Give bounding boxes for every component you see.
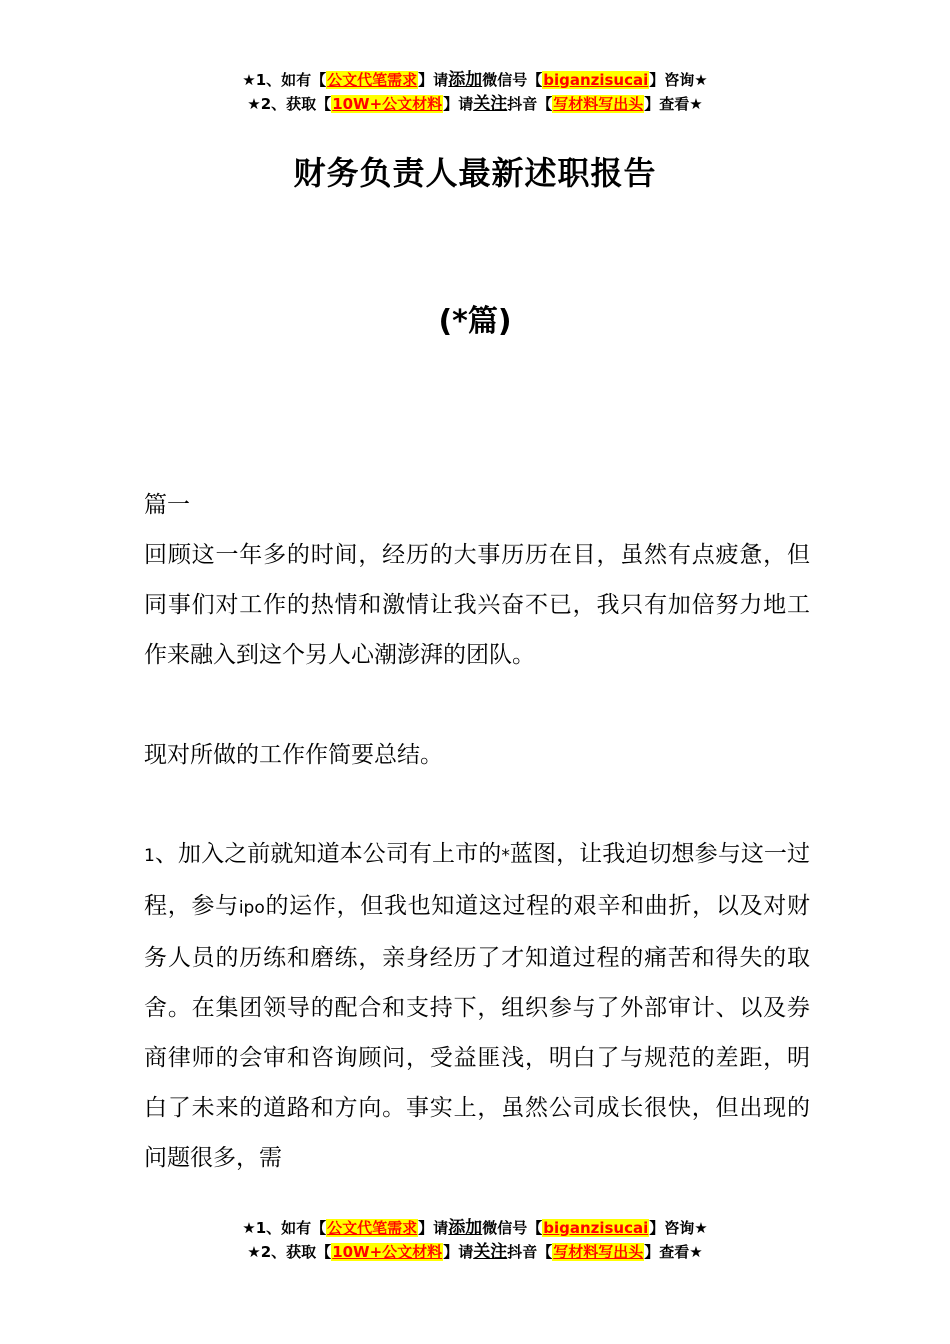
footer-banner [0,1216,950,1264]
banner-text: ★1、如有【 [242,71,327,89]
header-banner [0,68,950,116]
paragraph [144,829,810,1183]
paragraph-text: 蓝图，让我迫切想参与这一过程，参与 [144,841,811,919]
banner-text: 】请 [418,1219,449,1237]
banner-text: 】咨询★ [649,71,708,89]
wechat-id-highlight: biganzisucai [543,1219,649,1237]
banner-text: 】查看★ [644,1243,703,1261]
banner-text: 抖音【 [507,1243,553,1261]
banner-underlined-text: 关注 [473,1242,508,1262]
document-title: 财务负责人最新述职报告 [293,154,657,192]
document-subtitle: (*篇) [438,304,512,339]
banner-text: ★1、如有【 [242,1219,327,1237]
banner-underlined-text: 添加 [448,70,483,90]
paragraph: 现对所做的工作作简要总结。 [144,742,443,768]
banner-line-2 [0,1240,950,1264]
banner-text: 】请 [443,1243,474,1261]
paragraph-text: ipo [238,898,265,918]
banner-text: 】请 [443,95,474,113]
banner-highlight: 10W+公文材料 [332,1243,443,1261]
banner-highlight: 10W+公文材料 [332,95,443,113]
banner-text: 微信号【 [482,1219,543,1237]
banner-line-1 [0,1216,950,1240]
banner-line-2 [0,92,950,116]
list-number: 1 [144,846,155,866]
douyin-id-highlight: 写材料写出头 [553,1243,644,1261]
banner-text: 】咨询★ [649,1219,708,1237]
paragraph-text: 的运作，但我也知道这过程的艰辛和曲折，以及对财务人员的历练和磨练，亲身经历了才知道过程的痛苦和得失的取舍。在集团领导的配合和支持下，组织参与了外部审计、以及券商律师的会审和咨询顾问，受益匪浅，明白了与规范的差距，明白了未来的道路和方向。事实上，虽然公司成长很快，但出现的问题很多，需 [144,893,811,1171]
paragraph-text: * [501,846,510,866]
banner-line-1 [0,68,950,92]
banner-underlined-text: 关注 [473,94,508,114]
banner-text: 抖音【 [507,95,553,113]
banner-underlined-text: 添加 [448,1218,483,1238]
paragraph-text: 、加入之前就知道本公司有上市的 [154,841,502,867]
section-heading: 篇一 [144,492,190,518]
banner-text: ★2、获取【 [247,95,332,113]
banner-highlight: 公文代笔需求 [327,71,418,89]
banner-text: ★2、获取【 [247,1243,332,1261]
banner-text: 】查看★ [644,95,703,113]
banner-text: 微信号【 [482,71,543,89]
banner-text: 】请 [418,71,449,89]
banner-highlight: 公文代笔需求 [327,1219,418,1237]
wechat-id-highlight: biganzisucai [543,71,649,89]
paragraph: 回顾这一年多的时间，经历的大事历历在目，虽然有点疲惫，但同事们对工作的热情和激情让我兴奋不已，我只有加倍努力地工作来融入到这个另人心潮澎湃的团队。 [144,542,810,668]
douyin-id-highlight: 写材料写出头 [553,95,644,113]
